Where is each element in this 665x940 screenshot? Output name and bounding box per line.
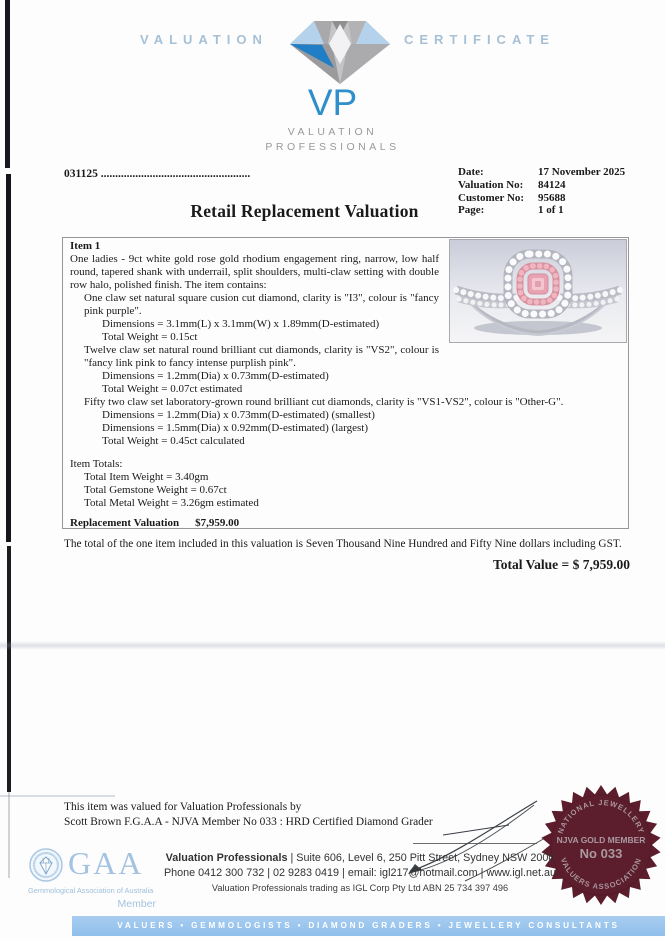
valuer-credentials-line: Scott Brown F.G.A.A - NJVA Member No 033 : HRD Certified Diamond Grader xyxy=(64,816,433,828)
document-title: Retail Replacement Valuation xyxy=(190,201,419,221)
meta-field-label: Customer No: xyxy=(458,191,525,204)
gaa-acronym: GAA xyxy=(68,845,144,881)
footer-company-name: Valuation Professionals xyxy=(165,852,288,864)
seal-arc-bottom-text: VALUERS ASSOCIATION xyxy=(558,856,644,892)
meta-field-value: 84124 xyxy=(538,178,566,191)
scan-edge-artifact xyxy=(6,174,11,542)
replacement-valuation-line xyxy=(70,517,621,529)
footer-services-bar: VALUERS • GEMMOLOGISTS • DIAMOND GRADERS • JEWELLERY CONSULTANTS xyxy=(72,916,665,936)
item-description-line: One claw set natural square cusion cut diamond, clarity is "I3", colour is "fancy pink purple". xyxy=(84,292,439,317)
item-description-line: Fifty two claw set laboratory-grown round brilliant cut diamonds, clarity is "VS1-VS2", colour is "Other-G". xyxy=(84,396,564,408)
meta-field-row xyxy=(458,179,625,192)
item-description-line: Dimensions = 1.2mm(Dia) x 0.73mm(D-estimated) xyxy=(102,370,329,382)
total-value: Total Value = $ 7,959.00 xyxy=(493,557,630,572)
brand-name-line1: VALUATION xyxy=(287,126,378,138)
gaa-association-name: Gemmological Association of Australia xyxy=(28,886,154,895)
reference-number-line xyxy=(64,168,250,180)
footer-contact-line: Phone 0412 300 732 | 02 9283 0419 | email: igl217@hotmail.com | www.igl.net.au xyxy=(163,867,557,879)
seal-center-line2: No 033 xyxy=(579,846,623,861)
meta-field-label: Valuation No: xyxy=(458,178,524,191)
item-description-line: Dimensions = 3.1mm(L) x 3.1mm(W) x 1.89mm(D-estimated) xyxy=(102,318,380,330)
item-description-line: Total Weight = 0.45ct calculated xyxy=(102,435,245,447)
item-description-line: Total Weight = 0.15ct xyxy=(102,331,198,343)
seal-center-line1: NJVA GOLD MEMBER xyxy=(556,835,646,845)
item-description-line: One ladies - 9ct white gold rose gold rhodium engagement ring, narrow, low half round, tapered shank with underrail, split shoulders, multi-claw setting with double row halo, polished finish. The item contains: xyxy=(70,253,439,291)
item-description-line: Item Totals: xyxy=(70,458,123,470)
footer-contact-block xyxy=(160,852,560,893)
scan-edge-artifact xyxy=(7,546,11,792)
valued-by-line: This item was valued for Valuation Professionals by xyxy=(64,801,302,813)
item-description-line: Total Metal Weight = 3.26gm estimated xyxy=(84,497,259,509)
ring-photo xyxy=(449,239,627,343)
paper-fold-line xyxy=(0,641,665,650)
item-description-box xyxy=(62,237,629,529)
item-description-line: Total Item Weight = 3.40gm xyxy=(84,471,209,483)
footer-address-line xyxy=(160,852,560,864)
vp-monogram: VP xyxy=(307,82,358,123)
meta-field-value: 95688 xyxy=(538,191,566,204)
item-description-line: Dimensions = 1.5mm(Dia) x 0.92mm(D-estimated) (largest) xyxy=(102,422,368,434)
meta-field-label: Page: xyxy=(458,204,485,217)
footer-address: | Suite 606, Level 6, 250 Pitt Street, Sydney NSW 2000 xyxy=(287,852,555,864)
paper-fold-line xyxy=(0,795,115,797)
item-description-line: Total Weight = 0.07ct estimated xyxy=(102,383,243,395)
meta-field-value: 17 November 2025 xyxy=(538,166,626,178)
brand-name-line2: PROFESSIONALS xyxy=(265,141,400,153)
replacement-valuation-label: Replacement Valuation xyxy=(70,517,180,529)
reference-dots: .................................................... xyxy=(97,168,251,180)
total-in-words-sentence: The total of the one item included in this valuation is Seven Thousand Nine Hundred and Fifty Nine dollars including GST. xyxy=(64,538,622,550)
diamond-logo-icon xyxy=(287,14,393,86)
gaa-emblem-icon xyxy=(28,847,64,883)
reference-number: 031125 xyxy=(64,168,98,180)
meta-field-label: Date: xyxy=(458,166,484,178)
meta-field-value: 1 of 1 xyxy=(538,204,564,217)
header-word-certificate: CERTIFICATE xyxy=(404,32,555,47)
item-description-line: Total Gemstone Weight = 0.67ct xyxy=(84,484,227,496)
scan-edge-artifact xyxy=(8,792,10,878)
item-description-line: Item 1 xyxy=(70,240,101,252)
gaa-member-label: Member xyxy=(117,898,156,910)
item-description-line: Dimensions = 1.2mm(Dia) x 0.73mm(D-estimated) (smallest) xyxy=(102,409,375,421)
meta-field-row xyxy=(458,166,625,179)
footer-trading-line: Valuation Professionals trading as IGL Corp Pty Ltd ABN 25 734 397 496 xyxy=(211,883,509,893)
header-word-valuation: VALUATION xyxy=(140,32,268,47)
replacement-valuation-amount: $7,959.00 xyxy=(195,517,240,529)
item-description-line: Twelve claw set natural round brilliant cut diamonds, clarity is "VS2", colour is "fancy link pink to fancy intense purplish pink". xyxy=(84,344,439,369)
seal-arc-top-text: NATIONAL JEWELLERY xyxy=(555,797,647,835)
